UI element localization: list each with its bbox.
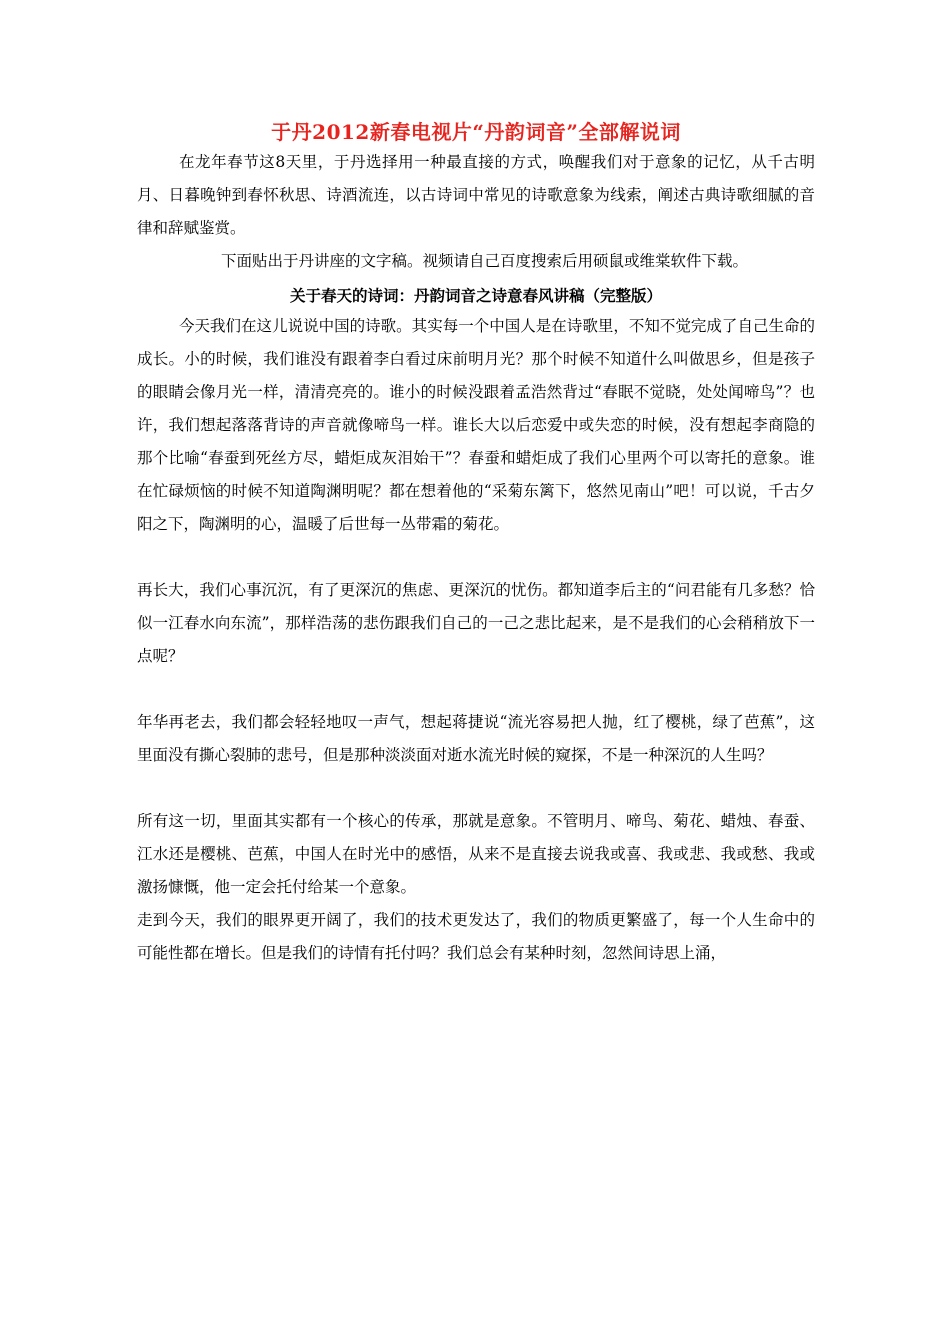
- paragraph-spacer: [137, 673, 815, 706]
- paragraph-spacer: [137, 541, 815, 574]
- body-paragraph-3: 年华再老去，我们都会轻轻地叹一声气，想起蒋捷说“流光容易把人抛，红了樱桃，绿了芭蕉”，这里面没有撕心裂肺的悲号，但是那种淡淡面对逝水流光时候的窥探，不是一种深沉的人生吗？: [137, 713, 815, 764]
- intro-paragraph: 在龙年春节这8天里，于丹选择用一种最直接的方式，唤醒我们对于意象的记忆，从千古明月、日暮晚钟到春怀秋思、诗酒流连，以古诗词中常见的诗歌意象为线索，阐述古典诗歌细腻的音律和辞赋鉴赏。: [137, 153, 815, 237]
- body-paragraph-1: 今天我们在这儿说说中国的诗歌。其实每一个中国人是在诗歌里，不知不觉完成了自己生命的成长。小的时候，我们谁没有跟着李白看过床前明月光？那个时候不知道什么叫做思乡，但是孩子的眼睛会像月光一样，清清亮亮的。谁小的时候没跟着孟浩然背过“春眠不觉晓，处处闻啼鸟”？也许，我们想起落落背诗的声音就像啼鸟一样。谁长大以后恋爱中或失恋的时候，没有想起李商隐的那个比喻“春蚕到死丝方尽，蜡炬成灰泪始干”？春蚕和蜡炬成了我们心里两个可以寄托的意象。谁在忙碌烦恼的时候不知道陶渊明呢？都在想着他的“采菊东篱下，悠然见南山”吧！可以说，千古夕阳之下，陶渊明的心，温暖了后世每一丛带霜的菊花。: [137, 317, 815, 533]
- body-paragraph-5: 走到今天，我们的眼界更开阔了，我们的技术更发达了，我们的物质更繁盛了，每一个人生命中的可能性都在增长。但是我们的诗情有托付吗？我们总会有某种时刻，忽然间诗思上涌，: [137, 911, 815, 962]
- document-title: 于丹2012新春电视片“丹韵词音”全部解说词: [271, 120, 681, 144]
- document-page: [137, 118, 815, 970]
- download-note: 下面贴出于丹讲座的文字稿。视频请自己百度搜索后用硕鼠或维棠软件下载。: [221, 252, 749, 270]
- lecture-subtitle: 关于春天的诗词：丹韵词音之诗意春风讲稿（完整版）: [289, 286, 662, 305]
- paragraph-spacer: [137, 772, 815, 805]
- body-paragraph-4: 所有这一切，里面其实都有一个核心的传承，那就是意象。不管明月、啼鸟、菊花、蜡烛、春蚕、江水还是樱桃、芭蕉，中国人在时光中的感悟，从来不是直接去说我或喜、我或悲、我或愁、我或激扬慷慨，他一定会托付给某一个意象。: [137, 812, 815, 896]
- body-paragraph-2: 再长大，我们心事沉沉，有了更深沉的焦虑、更深沉的忧伤。都知道李后主的“问君能有几多愁？恰似一江春水向东流”，那样浩荡的悲伤跟我们自己的一己之悲比起来，是不是我们的心会稍稍放下一点呢？: [137, 581, 815, 665]
